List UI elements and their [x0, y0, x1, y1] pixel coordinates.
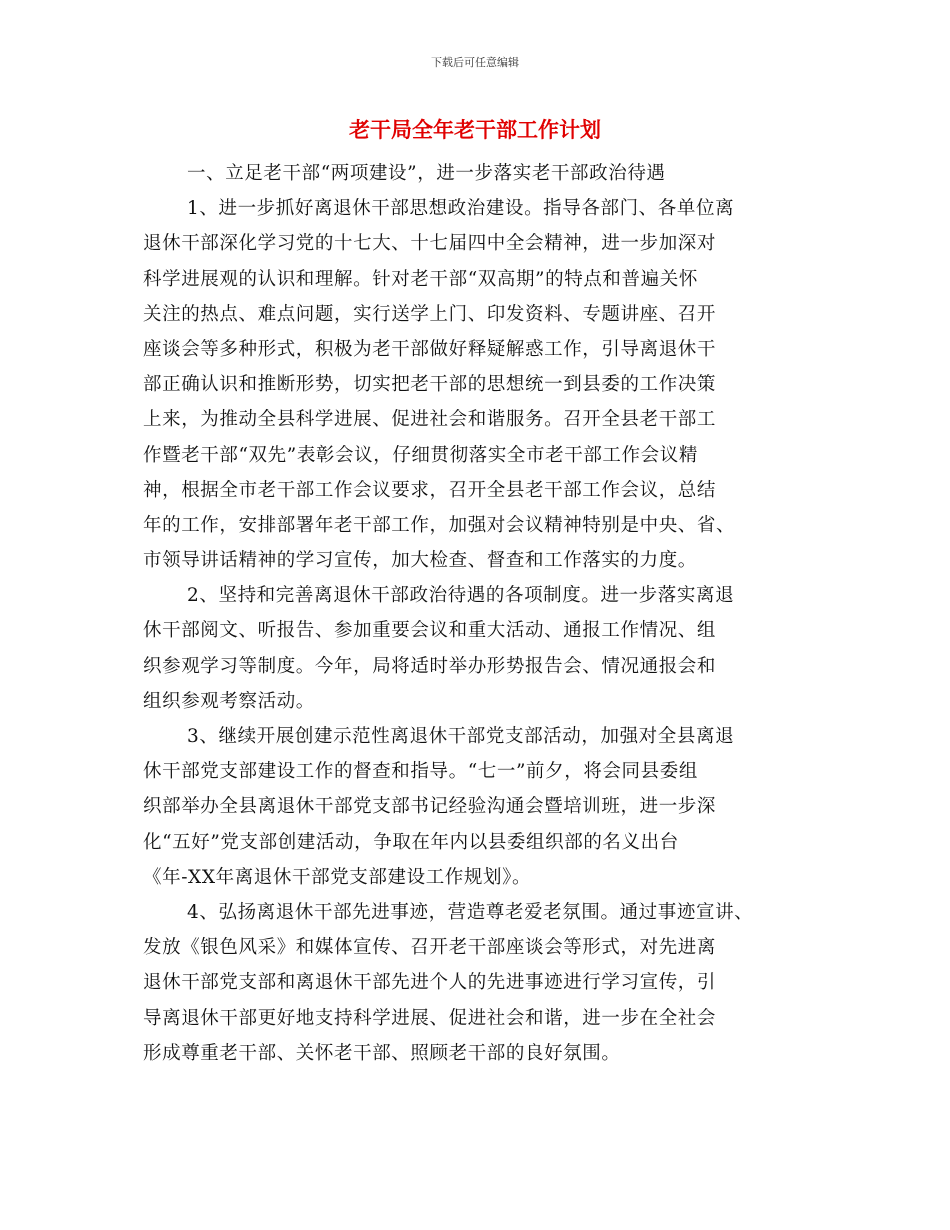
text-line: 化“五好”党支部创建活动，争取在年内以县委组织部的名义出台 — [143, 831, 679, 853]
text-line: 部正确认识和推断形势，切实把老干部的思想统一到县委的工作决策 — [143, 374, 717, 396]
text-line: 市领导讲话精神的学习宣传，加大检查、督查和工作落实的力度。 — [143, 550, 697, 572]
text-line: 神，根据全市老干部工作会议要求，召开全县老干部工作会议，总结 — [143, 479, 717, 501]
text-line: 组织参观考察活动。 — [143, 690, 315, 712]
text-line: 形成尊重老干部、关怀老干部、照顾老干部的良好氛围。 — [143, 1042, 621, 1064]
document-title: 老干局全年老干部工作计划 — [349, 118, 601, 142]
text-line: 发放《银色风采》和媒体宣传、召开老干部座谈会等形式，对先进离 — [143, 937, 717, 959]
text-line: 座谈会等多种形式，积极为老干部做好释疑解惑工作，引导离退休干 — [143, 338, 717, 360]
text-line: 织部举办全县离退休干部党支部书记经验沟通会暨培训班，进一步深 — [143, 796, 717, 818]
text-line: 3、继续开展创建示范性离退休干部党支部活动，加强对全县离退 — [187, 726, 735, 747]
text-line: 4、弘扬离退休干部先进事迹，营造尊老爱老氛围。通过事迹宣讲、 — [187, 901, 754, 923]
text-line: 休干部党支部建设工作的督查和指导。“七一”前夕，将会同县委组 — [143, 761, 698, 783]
text-line: 一、立足老干部“两项建设”，进一步落实老干部政治待遇 — [187, 163, 666, 184]
text-line: 关注的热点、难点问题，实行送学上门、印发资料、专题讲座、召开 — [143, 303, 717, 325]
text-line: 休干部阅文、听报告、参加重要会议和重大活动、通报工作情况、组 — [143, 620, 717, 642]
text-line: 上来，为推动全县科学进展、促进社会和谐服务。召开全县老干部工 — [143, 409, 717, 431]
text-line: 年的工作，安排部署年老干部工作，加强对会议精神特别是中央、省、 — [143, 514, 736, 536]
text-line: 作暨老干部“双先”表彰会议，仔细贯彻落实全市老干部工作会议精 — [143, 444, 698, 466]
text-line: 1、进一步抓好离退休干部思想政治建设。指导各部门、各单位离 — [187, 198, 735, 220]
text-line: 《年-XX年离退休干部党支部建设工作规划》。 — [143, 866, 532, 888]
text-line: 退休干部党支部和离退休干部先进个人的先进事迹进行学习宣传，引 — [143, 972, 717, 994]
text-line: 退休干部深化学习党的十七大、十七届四中全会精神，进一步加深对 — [143, 233, 717, 255]
header-note: 下载后可任意编辑 — [431, 56, 519, 69]
text-line: 导离退休干部更好地支持科学进展、促进社会和谐，进一步在全社会 — [143, 1007, 717, 1029]
document-body — [143, 156, 833, 1071]
text-line: 2、坚持和完善离退休干部政治待遇的各项制度。进一步落实离退 — [187, 585, 735, 607]
text-line: 科学进展观的认识和理解。针对老干部“双高期”的特点和普遍关怀 — [143, 268, 698, 290]
text-line: 织参观学习等制度。今年，局将适时举办形势报告会、情况通报会和 — [143, 655, 717, 677]
